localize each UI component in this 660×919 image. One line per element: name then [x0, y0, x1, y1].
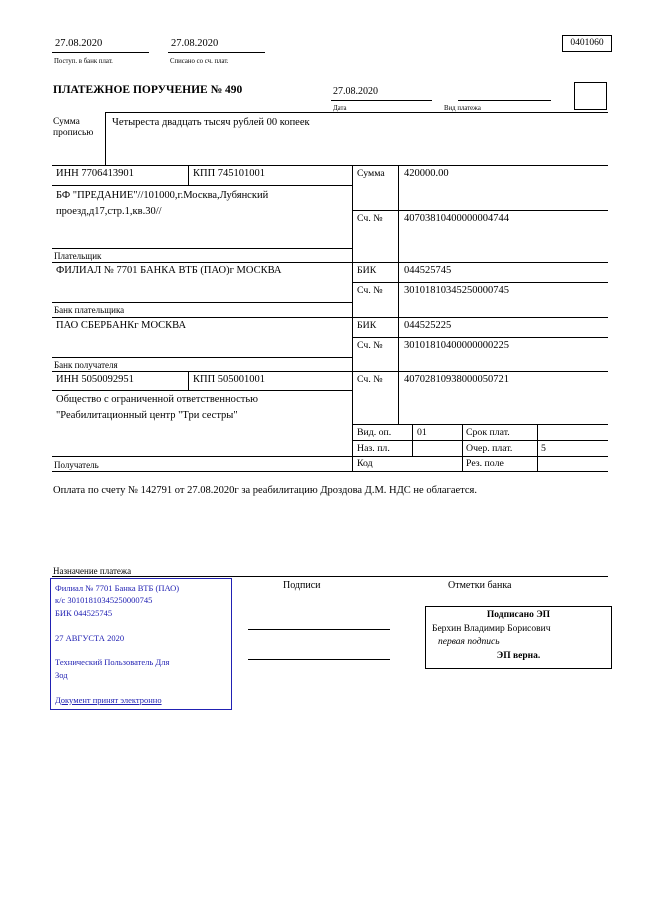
payer-bank-account-label: Сч. №: [357, 285, 383, 296]
divider-line: [352, 337, 608, 338]
date-writeoff-label: Списано со сч. плат.: [170, 58, 229, 65]
payer-bank-bik-value: 044525745: [404, 265, 452, 276]
bank-stamp-line: 27 АВГУСТА 2020: [55, 632, 125, 643]
payer-name: БФ "ПРЕДАНИЕ"//101000,г.Москва,Лубянский проезд,д17,стр.1,кв.30//: [56, 190, 269, 217]
divider-line: [352, 282, 608, 283]
payee-bank-account-label: Сч. №: [357, 340, 383, 351]
divider-line: [188, 165, 189, 185]
payee-account-label: Сч. №: [357, 374, 383, 385]
payee-bank-bik-value: 044525225: [404, 320, 452, 331]
payee-bank-name: ПАО СБЕРБАНКг МОСКВА: [56, 320, 187, 331]
amount-label: Сумма: [357, 168, 385, 179]
divider-line: [352, 440, 608, 441]
bank-stamp-line: к/с 30101810345250000745: [55, 595, 153, 606]
payee-bank-section-label: Банк получателя: [54, 360, 118, 370]
payer-bank-bik-label: БИК: [357, 265, 377, 276]
reserve-label: Рез. поле: [466, 458, 504, 469]
divider-line: [52, 165, 608, 166]
divider-line: [52, 262, 608, 263]
purpose-text: Оплата по счету № 142791 от 27.08.2020г за реабилитацию Дроздова Д.М. НДС не облагается.: [53, 485, 478, 496]
date-received-value: 27.08.2020: [55, 38, 103, 49]
divider-line: [168, 52, 265, 53]
signature-stamp-box: [425, 606, 612, 669]
amount-value: 420000.00: [404, 168, 449, 179]
payment-kind-label: Вид платежа: [444, 105, 481, 112]
doc-date-label: Дата: [333, 105, 347, 112]
bank-stamp-line: Зод: [55, 669, 68, 680]
signature-stamp-kind: первая подпись: [438, 637, 500, 647]
payer-bank-section-label: Банк плательщика: [54, 305, 125, 315]
signature-stamp-title: Подписано ЭП: [486, 610, 551, 620]
divider-line: [52, 371, 608, 372]
bank-stamp-line: [55, 681, 227, 693]
date-received-label: Поступ. в банк плат.: [54, 58, 113, 65]
signature-stamp-signer: Берхин Владимир Борисович: [432, 623, 551, 634]
payment-kind-box: [574, 82, 607, 110]
payee-section-label: Получатель: [54, 460, 99, 470]
divider-line: [52, 471, 608, 472]
form-code-box: 0401060: [562, 35, 612, 52]
type-op-label: Вид. оп.: [357, 427, 392, 438]
divider-line: [462, 424, 463, 471]
divider-line: [352, 424, 608, 425]
divider-line: [398, 165, 399, 424]
amount-words-label: Сумма прописью: [53, 117, 94, 138]
doc-date-value: 27.08.2020: [333, 86, 378, 97]
divider-line: [52, 357, 352, 358]
payee-bank-bik-label: БИК: [357, 320, 377, 331]
bank-stamp-line: Филиал № 7701 Банка ВТБ (ПАО): [55, 583, 180, 593]
divider-line: [52, 456, 608, 457]
date-writeoff-value: 27.08.2020: [171, 38, 219, 49]
divider-line: [331, 100, 432, 101]
bank-stamp-box: [50, 578, 232, 710]
payer-account-label: Сч. №: [357, 213, 383, 224]
divider-line: [537, 424, 538, 471]
divider-line: [52, 185, 352, 186]
payer-bank-name: ФИЛИАЛ № 7701 БАНКА ВТБ (ПАО)г МОСКВА: [56, 265, 282, 276]
divider-line: [52, 576, 608, 577]
purpose-label: Назначение платежа: [53, 566, 132, 576]
due-label: Срок плат.: [466, 427, 510, 438]
payer-section-label: Плательщик: [54, 251, 102, 261]
payer-account-value: 40703810400000004744: [404, 213, 509, 224]
divider-line: [188, 371, 189, 390]
divider-line: [105, 112, 106, 165]
divider-line: [52, 248, 352, 249]
priority-label: Очер. плат.: [466, 443, 513, 454]
bank-stamp-line: Документ принят электронно: [55, 694, 162, 705]
divider-line: [52, 52, 149, 53]
code-label: Код: [357, 458, 373, 469]
bank-marks-label: Отметки банка: [448, 580, 512, 591]
signature-line: [248, 659, 390, 660]
amount-words-value: Четыреста двадцать тысяч рублей 00 копеек: [112, 117, 310, 128]
type-op-value: 01: [417, 427, 427, 438]
bank-stamp-line: [55, 619, 227, 631]
bank-stamp-line: [55, 644, 227, 656]
divider-line: [52, 390, 352, 391]
payee-account-value: 40702810938000050721: [404, 374, 509, 385]
divider-line: [52, 317, 608, 318]
signature-stamp-validity: ЭП верна.: [496, 650, 541, 661]
priority-value: 5: [541, 443, 546, 454]
divider-line: [458, 100, 551, 101]
signature-line: [248, 629, 390, 630]
bank-stamp-line: Технический Пользователь Для: [55, 657, 170, 668]
payee-bank-account-value: 30101810400000000225: [404, 340, 509, 351]
payee-inn: ИНН 5050092951: [56, 374, 134, 385]
signatures-label: Подписи: [283, 580, 321, 591]
purpose-code-label: Наз. пл.: [357, 443, 390, 454]
payer-bank-account-value: 30101810345250000745: [404, 285, 509, 296]
divider-line: [105, 112, 608, 113]
payee-name: Общество с ограниченной ответственностью "Реабилитационный центр "Три сестры": [56, 394, 259, 421]
divider-line: [352, 210, 608, 211]
payer-inn: ИНН 7706413901: [56, 168, 134, 179]
divider-line: [52, 302, 352, 303]
payee-kpp: КПП 505001001: [193, 374, 266, 385]
bank-stamp-line: БИК 044525745: [55, 607, 113, 618]
document-title: ПЛАТЕЖНОЕ ПОРУЧЕНИЕ № 490: [53, 84, 243, 96]
payer-kpp: КПП 745101001: [193, 168, 266, 179]
